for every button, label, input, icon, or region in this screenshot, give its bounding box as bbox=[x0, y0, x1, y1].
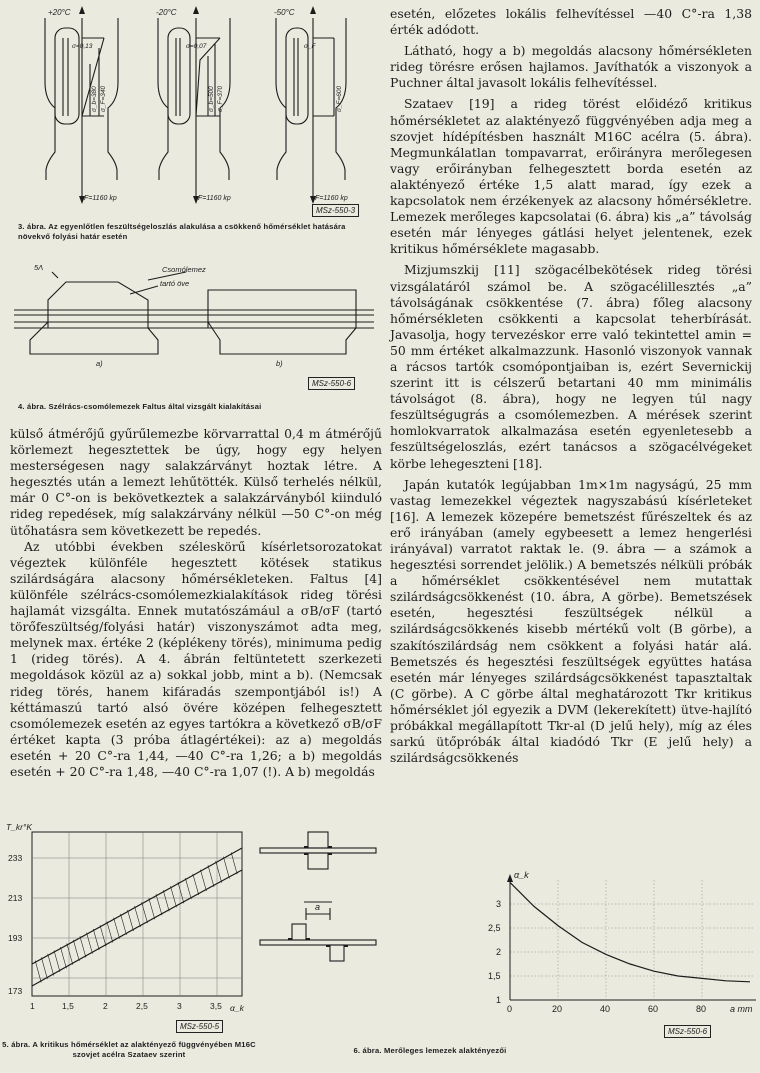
fig5-hatch-line bbox=[171, 886, 177, 907]
right-paragraph-2: Látható, hogy a b) megoldás alacsony hőmérsékleten rideg törésre erősen hajlamos. Javíthatók a viszonyok a Puchner által javasolt lokális felhevítéssel. bbox=[390, 43, 752, 91]
fig6-ytick-4: 1,5 bbox=[488, 971, 501, 981]
fig5-ytick-4: 173 bbox=[8, 986, 23, 996]
fig6-xtick-2: 20 bbox=[552, 1004, 563, 1014]
figure-5-chart bbox=[4, 818, 250, 1016]
fig4-label-a: a) bbox=[96, 359, 103, 368]
fig5-hatch-line bbox=[208, 865, 214, 887]
fig3-val-1b: σ_F=340 bbox=[100, 85, 107, 112]
fig5-xtick-3: 2 bbox=[103, 1001, 108, 1011]
fig5-hatch-line bbox=[216, 861, 222, 883]
figure-6-plates-drawing bbox=[256, 822, 380, 982]
fig6-xtick-4: 60 bbox=[648, 1004, 659, 1014]
fig6-xtick-3: 40 bbox=[600, 1004, 611, 1014]
fig3-val-2a: σ_b=500 bbox=[208, 86, 215, 112]
fig6-ytick-5: 1 bbox=[496, 995, 502, 1005]
figure-6-plates bbox=[256, 822, 380, 982]
fig5-hatch-line bbox=[67, 943, 73, 964]
fig6-ytick-1: 3 bbox=[496, 899, 502, 909]
fig5-code: MSz-550-5 bbox=[176, 1020, 223, 1033]
fig5-xlabel: α_k bbox=[230, 1003, 244, 1013]
fig5-hatch-line bbox=[35, 961, 41, 983]
fig3-temp-2: -20°C bbox=[156, 8, 177, 17]
fig6-ylabel: α_k bbox=[514, 870, 529, 880]
fig5-ylabel: T_kr°K bbox=[6, 822, 33, 832]
figure-3 bbox=[8, 4, 380, 216]
fig4-weld-label: 5Ʌ bbox=[34, 263, 44, 272]
fig3-val-1a: σ_b=380 bbox=[91, 86, 98, 112]
fig5-xtick-1: 1 bbox=[30, 1001, 35, 1011]
fig5-hatch-line bbox=[73, 940, 79, 961]
fig5-hatch-line bbox=[107, 921, 113, 942]
fig6-xlabel: a mm bbox=[730, 1004, 753, 1014]
right-paragraph-1: esetén, előzetes lokális felhevítéssel —40 C°-ra 1,38 érték adódott. bbox=[390, 6, 752, 38]
fig5-ytick-2: 213 bbox=[8, 893, 23, 903]
fig5-xtick-4: 2,5 bbox=[136, 1001, 148, 1011]
fig5-ytick-1: 233 bbox=[8, 853, 23, 863]
fig5-hatch-line bbox=[142, 902, 148, 923]
fig5-hatch-line bbox=[80, 936, 86, 957]
fig3-upper-1: σ=0,13 bbox=[72, 43, 93, 50]
fig5-hatch-line bbox=[200, 870, 206, 891]
fig4-caption: 4. ábra. Szélrács-csomólemezek Faltus által vizsgált kialakításai bbox=[18, 402, 262, 411]
fig3-upper-2: σ=0,07 bbox=[186, 43, 207, 50]
fig5-hatch-line bbox=[156, 894, 162, 915]
fig5-hatch-line bbox=[135, 906, 141, 927]
fig6-xtick-5: 80 bbox=[696, 1004, 707, 1014]
fig3-force-2: F=1160 kp bbox=[198, 195, 231, 202]
fig3-force-3: F=1160 kp bbox=[315, 195, 348, 202]
left-text-column bbox=[10, 426, 382, 780]
fig5-hatch-line bbox=[100, 925, 106, 946]
fig4-girder-label: tartó öve bbox=[160, 279, 190, 288]
fig3-temp-1: +20°C bbox=[48, 8, 71, 17]
fig4-label-b: b) bbox=[276, 359, 283, 368]
fig5-xtick-2: 1,5 bbox=[62, 1001, 74, 1011]
fig5-hatch-line bbox=[54, 950, 60, 972]
fig4-gusset-label: Csomólemez bbox=[162, 265, 206, 274]
fig5-xtick-6: 3,5 bbox=[210, 1001, 222, 1011]
left-paragraph-1: külső átmérőjű gyűrűlemezbe körvarrattal 0,4 m átmérőjű körlemezt hegesztettek be úgy, hogy egy helyen mesterségesen nagy salakzárványt hoztak létre. A hegesztés után a lemezt lehűtötték. Külső terhelés nélkül, már 0 C°-on is bekövetkeztek a salakzárványból kiinduló rideg repedések, míg salakzárvány nélkül —50 C°-on még ütőhatásra sem következett be repedés. bbox=[10, 426, 382, 538]
fig5-hatch-line bbox=[231, 852, 237, 874]
fig4-code: MSz-550-6 bbox=[308, 377, 355, 390]
fig3-val-2b: σ_F=370 bbox=[217, 85, 224, 112]
fig6-series-line bbox=[510, 882, 750, 981]
fig5-hatch-line bbox=[87, 933, 93, 954]
fig3-caption: 3. ábra. Az egyenlőtlen feszültségeloszlás alakulása a csökkenő hőmérséklet hatására növekvő folyási határ esetén bbox=[18, 222, 346, 241]
fig5-hatch-line bbox=[128, 910, 134, 931]
fig3-force-1: F=1160 kp bbox=[84, 195, 117, 202]
fig5-caption: 5. ábra. A kritikus hőmérséklet az alaktényező függvényében M16C szovjet acélra Szataev szerint bbox=[2, 1040, 256, 1059]
figure-6-chart-svg bbox=[484, 866, 760, 1016]
fig5-hatch-line bbox=[223, 857, 229, 879]
fig5-hatch-line bbox=[193, 874, 199, 895]
right-paragraph-5: Japán kutatók legújabban 1m×1m nagyságú, 25 mm vastag lemezekkel végeztek nagyszabású kísérleteket [16]. A lemezek közepére bemetszést fűrészeltek és az erő irányában (amely egybeesett a lemez hengerlési irányával) varratot raktak le. (9. ábra — a számok a hegesztési sorrendet jelölik.) A bemetszés nélküli próbák a hőmérséklet csökkentésével nem mutattak szilárdságcsökkenést (10. ábra, A görbe). Bemetszések esetén, hegesztési feszültségek nélkül a szilárdságcsökkenés kisebb mértékű volt (B görbe), a szakítószilárdság nem csökkent a folyási határ alá. Bemetszés és hegesztési feszültségek együttes hatása esetén már lényeges szilárdságcsökkenést tapasztaltak (C görbe). A C görbe által meghatározott Tkr kritikus hőmérséklet jól egyezik a DVM (lekerekített) ütve-hajlító próbákkal megállapított Tkr-al (D jelű hely), míg az éles sarkú ütőpróbák által kiadódó Tkr (E jelű hely) a szilárdságcsökkenés bbox=[390, 476, 752, 766]
fig5-hatch-line bbox=[178, 882, 184, 903]
right-paragraph-3: Szataev [19] a rideg törést előidéző kritikus hőmérsékletet az alaktényező függvényében adja meg a szovjet hídépítésben használt M16C acélra (5. ábra). Megmunkálatlan tompavarrat, erőirányra merőlegesen vagy erőirányban felhegesztett borda esetén az alaktényező értéke 1,5 alatt marad, így ezek a kapcsolatok nem érzékenyek az alacsony hőmérsékletre. Lemezek merőleges kapcsolatai (6. ábra) kis „a” távolság esetén már lényeges gátlási helyet jelentenek, ezek kritikus hőmérséklete magasabb. bbox=[390, 96, 752, 257]
fig5-hatch-line bbox=[121, 914, 127, 935]
right-text-column bbox=[390, 6, 752, 766]
fig6-code: MSz-550-6 bbox=[664, 1025, 711, 1038]
figure-6-chart bbox=[484, 866, 760, 1016]
left-paragraph-2: Az utóbbi években széleskörű kísérletsorozatokat végeztek különféle hegesztett kötések statikus szilárdságára alacsony hőmérsékleteken. Faltus [4] különféle szélrács-csomólemezkialakítások rideg törési hajlamát vizsgálta. Ennek mutatószámául a σB/σF (tartó törőfeszültség/folyási határ) viszonyszámot adta meg, melynek max. értéke 2 (képlékeny törés), minimuma pedig 1 (rideg törés). A 4. ábrán feltüntetett szerkezeti megoldások közül az a) sokkal jobb, mint a b). (Nemcsak rideg törés, hanem kifáradás szempontjából is!) A kéttámaszú tartó alsó övére középen felhegesztett csomólemezek esetén az egyes tartókra a következő σB/σF értéket kapta (3 próba átlagértékei): az a) megoldás esetén + 20 C°-ra 1,44, —40 C°-ra 1,26; a b) megoldás esetén + 20 C°-ra 1,48, —40 C°-ra 1,07 (!). A b) megoldás bbox=[10, 538, 382, 779]
fig5-hatch-line bbox=[149, 898, 155, 919]
fig5-hatch-line bbox=[60, 947, 66, 968]
fig6-ytick-3: 2 bbox=[496, 947, 502, 957]
fig5-hatch-band bbox=[35, 852, 237, 982]
fig3-temp-3: -50°C bbox=[274, 8, 295, 17]
fig6-ytick-2: 2,5 bbox=[488, 923, 501, 933]
figure-5 bbox=[4, 818, 250, 1016]
fig6-caption: 6. ábra. Merőleges lemezek alaktényezői bbox=[353, 1046, 507, 1055]
fig5-hatch-line bbox=[163, 890, 169, 911]
fig3-code: MSz-550-3 bbox=[312, 204, 359, 217]
fig5-xtick-5: 3 bbox=[177, 1001, 182, 1011]
fig3-val-3a: σ_F=600 bbox=[336, 85, 343, 112]
fig5-hatch-line bbox=[114, 918, 120, 939]
fig6-xtick-1: 0 bbox=[507, 1004, 513, 1014]
fig3-upper-3: σ_F bbox=[304, 43, 316, 50]
fig5-hatch-line bbox=[41, 957, 47, 979]
fig5-hatch-line bbox=[185, 878, 191, 899]
fig6-dim-label: a bbox=[315, 902, 321, 912]
fig5-ytick-3: 193 bbox=[8, 933, 23, 943]
figure-3-drawing bbox=[8, 4, 380, 216]
fig5-hatch-line bbox=[93, 929, 99, 950]
right-paragraph-4: Mizjumszkij [11] szögacélbekötések rideg törési vizsgálatáról számol be. A szögacélillesztés „a” távolságának csökkentése (7. ábra) főleg alacsony hőmérsékleten csökkenti a kapcsolat teherbírását. Javasolja, hogy tervezéskor erre való tekintettel amin = 50 mm értéket alkalmazzunk. Hasonló viszonyok vannak a rácsos tartók csomópontjaiban is, ezért Severnickij szerint itt is célszerű betartani 40 mm minimális távolságot (8. ábra), hogy ne legyen túl nagy feszültségugrás a csomólemezben. A mérések szerint homlokvarratok alkalmazása esetén egyenletesebb a feszültségeloszlás, ezért tanácsos a szögacélvégeket körbe lehegeszteni [18]. bbox=[390, 262, 752, 471]
fig5-hatch-line bbox=[48, 954, 54, 976]
